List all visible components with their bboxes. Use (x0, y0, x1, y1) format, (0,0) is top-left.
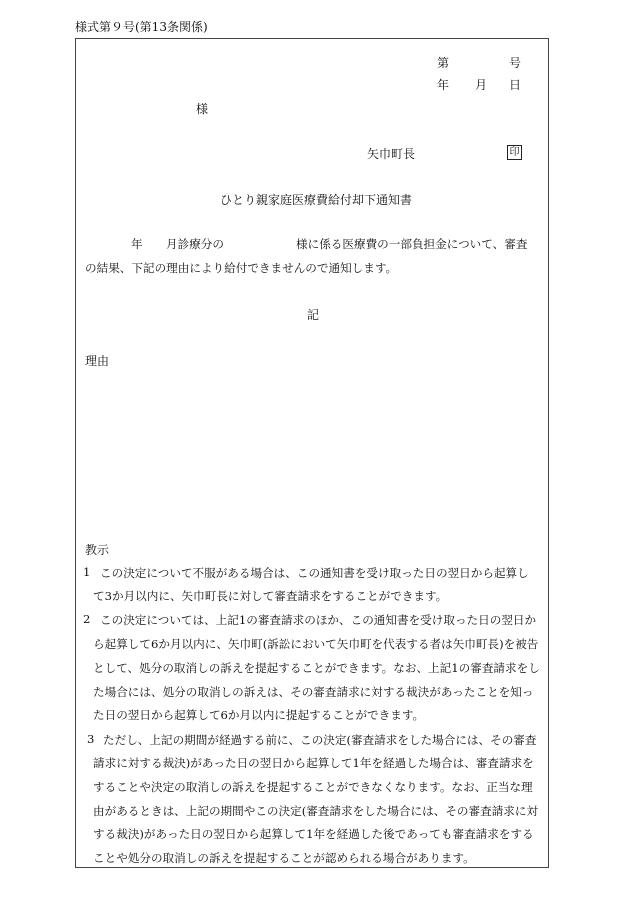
body-line1-rest: 様に係る医療費の一部負担金について、審査 (296, 237, 528, 251)
date-year: 年 (437, 78, 450, 92)
seal-mark: 印 (507, 144, 522, 160)
item-2-line-3: として、処分の取消しの訴えを提起することができます。なお、上記1の審査請求をし (93, 661, 540, 675)
date-day: 日 (509, 78, 522, 92)
document-title: ひとり親家庭医療費給付却下通知書 (220, 193, 413, 207)
reason-label: 理由 (85, 354, 110, 368)
item-3-line-4: 由があるときは、上記の期間やこの決定(審査請求をした場合には、その審査請求に対 (93, 804, 539, 818)
item-3-line-3: することや決定の取消しの訴えを提起することができなくなります。なお、正当な理 (93, 780, 533, 794)
item-2-line-2: ら起算して6か月以内に、矢巾町(訴訟において矢巾町を代表する者は矢巾町長)を被告 (93, 637, 539, 651)
body-month-text: 月診療分の (166, 237, 224, 251)
item-2-number: 2 (83, 612, 91, 626)
item-2-line-5: た日の翌日から起算して6か月以内に提起することができます。 (93, 708, 425, 722)
item-1-line-1: この決定について不服がある場合は、この通知書を受け取った日の翌日から起算し (100, 566, 529, 580)
number-label-2: 号 (509, 56, 522, 70)
item-3-line-2: 請求に対する裁決)があった日の翌日から起算して1年を経過した場合は、審査請求を (93, 756, 534, 770)
body-year: 年 (131, 237, 143, 251)
item-1-line-2: て3か月以内に、矢巾町長に対して審査請求をすることができます。 (93, 589, 448, 603)
issuer: 矢巾町長 (367, 147, 416, 161)
ki-heading: 記 (307, 308, 320, 322)
instructions-label: 教示 (85, 543, 110, 557)
recipient-suffix: 様 (196, 102, 209, 116)
item-3-number: 3 (87, 732, 95, 746)
body-line2: の結果、下記の理由により給付できませんので通知します。 (85, 261, 398, 275)
item-2-line-1: この決定については、上記1の審査請求のほか、この通知書を受け取った日の翌日か (100, 613, 537, 627)
form-id: 様式第９号(第13条関係) (75, 20, 208, 34)
item-3-line-5: する裁決)があった日の翌日から起算して1年を経過した後であっても審査請求をする (93, 827, 534, 841)
item-3-line-1: ただし、上記の期間が経過する前に、この決定(審査請求をした場合には、その審査 (103, 733, 537, 747)
item-2-line-4: た場合には、処分の取消しの訴えは、その審査請求に対する裁決があったことを知っ (93, 685, 534, 699)
number-label-1: 第 (437, 56, 450, 70)
date-month: 月 (475, 78, 488, 92)
item-1-number: 1 (83, 565, 91, 579)
item-3-line-6: ことや処分の取消しの訴えを提起することが認められる場合があります。 (93, 851, 475, 865)
